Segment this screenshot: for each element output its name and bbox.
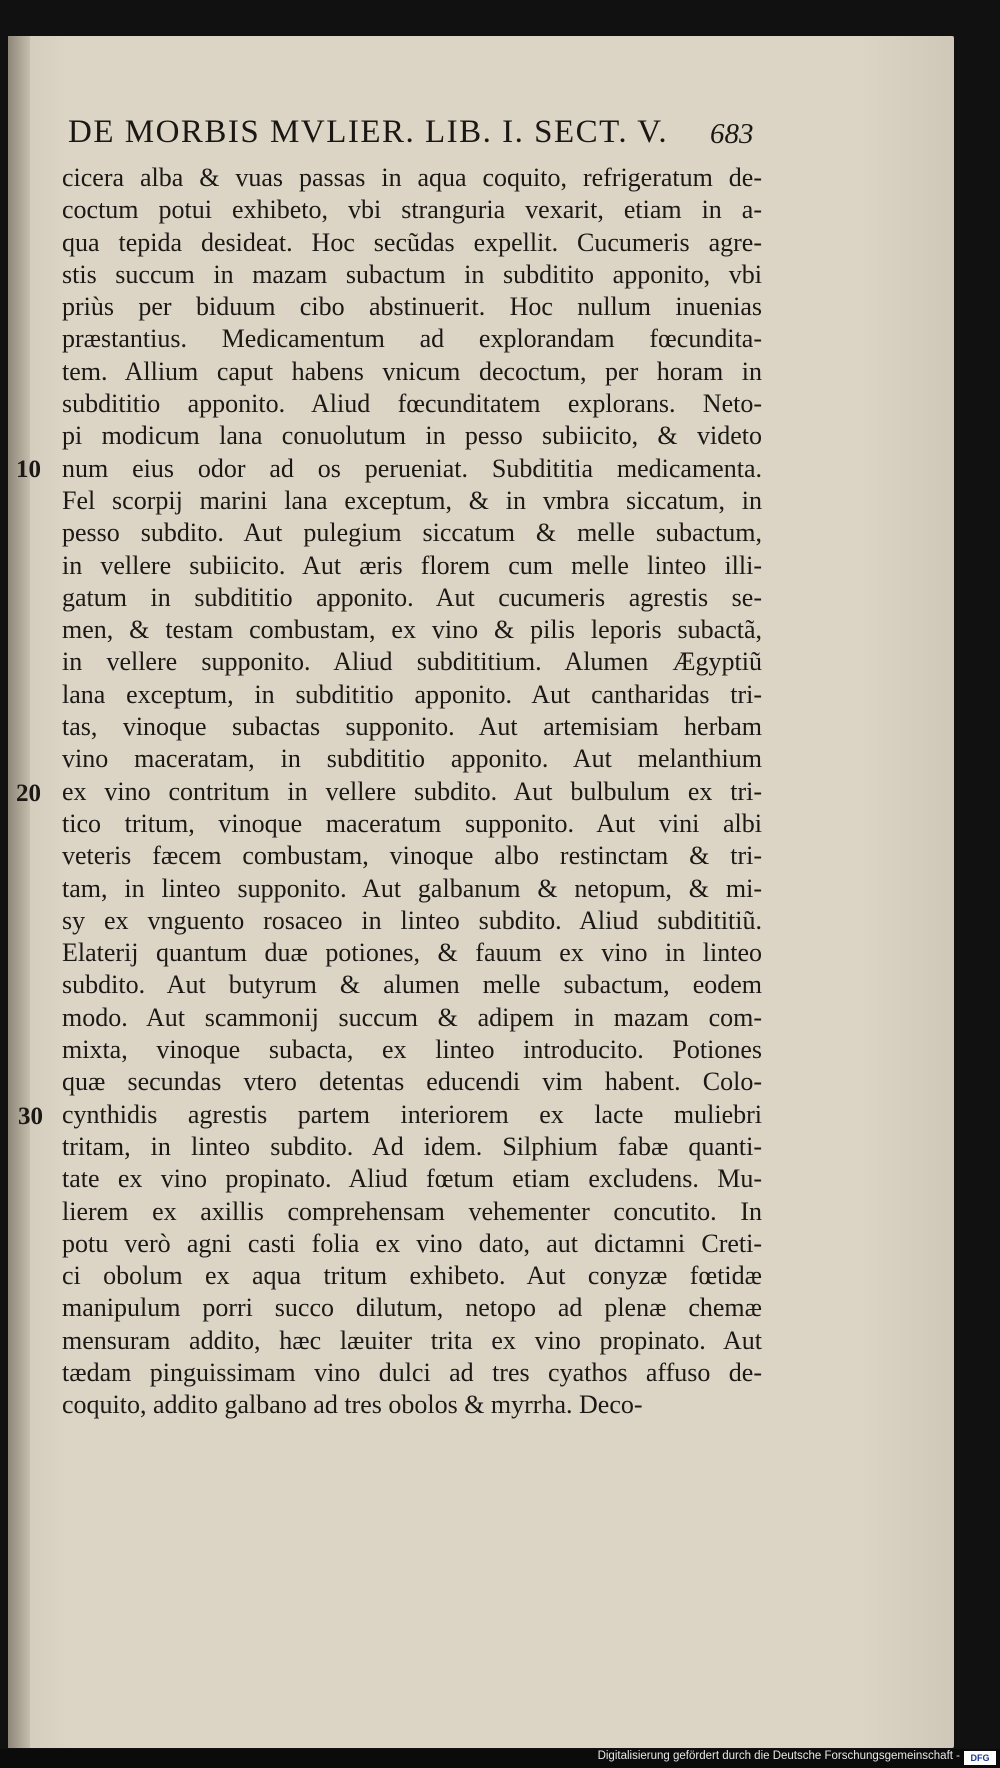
text-line: priùs per biduum cibo abstinuerit. Hoc nullum inuenias [62,292,762,322]
text-line: cynthidis agrestis partem interiorem ex lacte muliebri [62,1099,762,1129]
margin-line-number-10: 10 [16,456,41,483]
text-line: lierem ex axillis comprehensam vehementer concutito. In [62,1196,762,1226]
text-line: men, & testam combustam, ex vino & pilis leporis subactã, [62,615,762,645]
text-line: tem. Allium caput habens vnicum decoctum, per horam in [62,356,762,386]
text-line: qua tepida desideat. Hoc secũdas expellit. Cucumeris agre- [62,227,762,257]
text-line: tritam, in linteo subdito. Ad idem. Silphium fabæ quanti- [62,1131,762,1161]
page-number: 683 [710,118,754,150]
text-line: pesso subdito. Aut pulegium siccatum & melle subactum, [62,518,762,548]
text-line: gatum in subdititio apponito. Aut cucumeris agrestis se- [62,582,762,612]
text-line: tas, vinoque subactas supponito. Aut artemisiam herbam [62,712,762,742]
text-line: in vellere supponito. Aliud subdititium. Alumen Ægyptiũ [62,647,762,677]
text-line: stis succum in mazam subactum in subditito apponito, vbi [62,259,762,289]
text-line: tædam pinguissimam vino dulci ad tres cyathos affuso de- [62,1357,762,1387]
text-line: coctum potui exhibeto, vbi stranguria vexarit, etiam in a- [62,195,762,225]
text-line: tico tritum, vinoque maceratum supponito. Aut vini albi [62,808,762,838]
text-line: Fel scorpij marini lana exceptum, & in vmbra siccatum, in [62,485,762,515]
margin-line-number-30: 30 [18,1103,43,1130]
text-line: sy ex vnguento rosaceo in linteo subdito. Aliud subdititiũ. [62,905,762,935]
text-line: mensuram addito, hæc læuiter trita ex vino propinato. Aut [62,1325,762,1355]
text-line: in vellere subiicito. Aut æris florem cum melle linteo illi- [62,550,762,580]
dfg-logo: DFG [964,1751,996,1765]
text-line: ci obolum ex aqua tritum exhibeto. Aut conyzæ fœtidæ [62,1261,762,1291]
text-line: veteris fæcem combustam, vinoque albo restinctam & tri- [62,841,762,871]
running-title: DE MORBIS MVLIER. LIB. I. SECT. V. [68,114,669,150]
text-line: coquito, addito galbano ad tres obolos & myrrha. Deco- [62,1390,643,1420]
text-line: num eius odor ad os perueniat. Subdititia medicamenta. [62,453,762,483]
page-gutter [8,36,30,1748]
text-line: manipulum porri succo dilutum, netopo ad plenæ chemæ [62,1293,762,1323]
text-line: modo. Aut scammonij succum & adipem in mazam com- [62,1002,762,1032]
text-line: pi modicum lana conuolutum in pesso subiicito, & videto [62,421,762,451]
digitization-credit: Digitalisierung gefördert durch die Deutsche Forschungsgemeinschaft - [597,1750,960,1762]
text-line: subdititio apponito. Aliud fœcunditatem explorans. Neto- [62,389,762,419]
text-line: tate ex vino propinato. Aliud fœtum etiam excludens. Mu- [62,1164,762,1194]
text-line: mixta, vinoque subacta, ex linteo introducito. Potiones [62,1035,762,1065]
text-line: præstantius. Medicamentum ad explorandam fœcundita- [62,324,762,354]
text-line: subdito. Aut butyrum & alumen melle subactum, eodem [62,970,762,1000]
text-line: vino maceratam, in subdititio apponito. Aut melanthium [62,744,762,774]
text-line: lana exceptum, in subdititio apponito. Aut cantharidas tri- [62,679,762,709]
text-line: tam, in linteo supponito. Aut galbanum & netopum, & mi- [62,873,762,903]
text-line: cicera alba & vuas passas in aqua coquito, refrigeratum de- [62,163,762,192]
text-line: Elaterij quantum duæ potiones, & fauum ex vino in linteo [62,938,762,968]
text-line: ex vino contritum in vellere subdito. Aut bulbulum ex tri- [62,776,762,806]
text-line: potu verò agni casti folia ex vino dato, aut dictamni Creti- [62,1228,762,1258]
body-text [62,162,762,1422]
text-line: quæ secundas vtero detentas educendi vim habent. Colo- [62,1067,762,1097]
margin-line-number-20: 20 [16,780,41,807]
